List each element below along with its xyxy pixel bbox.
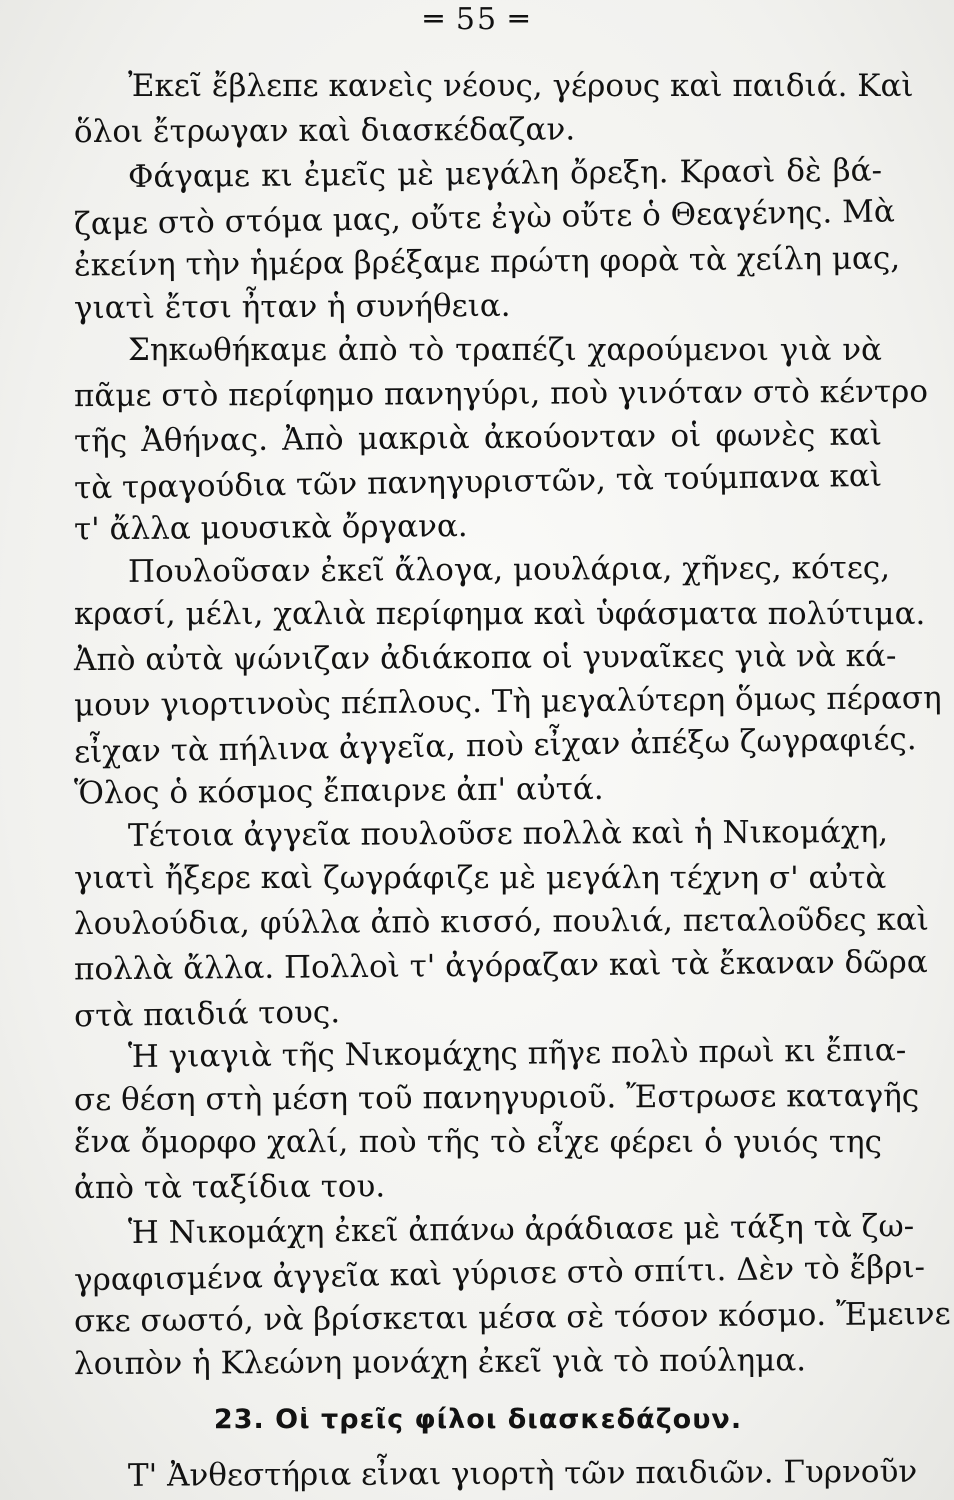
text-line: γραφισμένα ἀγγεῖα καὶ γύρισε στὸ σπίτι. Δὲν τὸ ἔβρι- xyxy=(73,1248,926,1299)
text-line: Ἀπὸ αὐτὰ ψώνιζαν ἀδιάκοπα οἱ γυναῖκες γιὰ νὰ κά- xyxy=(73,637,897,679)
text-line: τῆς Ἀθήνας. Ἀπὸ μακριὰ ἀκούονταν οἱ φωνὲς καὶ xyxy=(73,416,883,460)
text-line: Σηκωθήκαμε ἀπὸ τὸ τραπέζι χαρούμενοι γιὰ νὰ xyxy=(128,332,882,368)
text-line: ἀπὸ τὰ ταξίδια του. xyxy=(73,1168,386,1207)
text-line: ζαμε στὸ στόμα μας, οὔτε ἐγὼ οὔτε ὁ Θεαγένης. Μὰ xyxy=(73,193,896,243)
page-body-text xyxy=(73,64,951,1496)
text-line: ἕνα ὄμορφο χαλί, ποὺ τῆς τὸ εἶχε φέρει ὁ γυιός της xyxy=(74,1124,882,1160)
section-heading: 23. Οἱ τρεῖς φίλοι διασκεδάζουν. xyxy=(213,1404,743,1435)
text-line: γιατὶ ἤξερε καὶ ζωγράφιζε μὲ μεγάλη τέχνη σ' αὐτὰ xyxy=(74,860,887,896)
text-line: Τ' Ἀνθεστήρια εἶναι γιορτὴ τῶν παιδιῶν. Γυρνοῦν xyxy=(127,1453,918,1494)
text-line: σκε σωστό, νὰ βρίσκεται μέσα σὲ τόσον κόσμο. Ἔμεινε xyxy=(73,1295,951,1340)
text-line: Ἡ γιαγιὰ τῆς Νικομάχης πῆγε πολὺ πρωὶ κι ἔπια- xyxy=(127,1032,907,1076)
text-line: πολλὰ ἄλλα. Πολλοὶ τ' ἀγόραζαν καὶ τὰ ἔκαναν δῶρα xyxy=(73,944,928,988)
text-line: λοιπὸν ἡ Κλεώνη μονάχη ἐκεῖ γιὰ τὸ πούλημα. xyxy=(73,1342,807,1383)
text-line: εἶχαν τὰ πήλινα ἀγγεῖα, ποὺ εἶχαν ἀπέξω ζωγραφιές. xyxy=(73,721,917,771)
text-line: Ἡ Νικομάχη ἐκεῖ ἀπάνω ἀράδιασε μὲ τάξη τὰ ζω- xyxy=(127,1208,915,1252)
text-line: Ἐκεῖ ἔβλεπε κανεὶς νέους, γέρους καὶ παιδιά. Καὶ xyxy=(128,68,914,104)
text-line: Πουλοῦσαν ἐκεῖ ἄλογα, μουλάρια, χῆνες, κότες, xyxy=(127,549,891,590)
text-line: τ' ἄλλα μουσικὰ ὄργανα. xyxy=(73,508,468,548)
text-line: πᾶμε στὸ περίφημο πανηγύρι, ποὺ γινόταν στὸ κέντρο xyxy=(73,373,929,415)
text-line: τὰ τραγούδια τῶν πανηγυριστῶν, τὰ τούμπανα καὶ xyxy=(73,457,883,507)
text-line: γιατὶ ἔτσι ἦταν ἡ συνήθεια. xyxy=(73,287,511,327)
text-line: στὰ παιδιά τους. xyxy=(73,994,341,1035)
text-line: μουν γιορτινοὺς πέπλους. Τὴ μεγαλύτερη ὅμως πέραση xyxy=(73,679,942,724)
text-line: Τέτοια ἀγγεῖα πουλοῦσε πολλὰ καὶ ἡ Νικομάχη, xyxy=(127,813,889,854)
text-line: ἐκείνη τὴν ἡμέρα βρέξαμε πρώτη φορὰ τὰ χείλη μας, xyxy=(73,240,901,284)
text-line: κρασί, μέλι, χαλιὰ περίφημα καὶ ὑφάσματα πολύτιμα. xyxy=(74,596,926,632)
text-line: λουλούδια, φύλλα ἀπὸ κισσό, πουλιά, πεταλοῦδες καὶ xyxy=(73,901,929,943)
text-line: Φάγαμε κι ἐμεῖς μὲ μεγάλη ὄρεξη. Κρασὶ δὲ βά- xyxy=(127,152,883,196)
text-line: σε θέση στὴ μέση τοῦ πανηγυριοῦ. Ἔστρωσε καταγῆς xyxy=(73,1077,920,1119)
page-number: ═ 55 ═ xyxy=(424,2,530,37)
text-line: ὅλοι ἔτρωγαν καὶ διασκέδαζαν. xyxy=(73,111,576,151)
text-line: Ὅλος ὁ κόσμος ἔπαιρνε ἀπ' αὐτά. xyxy=(73,770,604,812)
